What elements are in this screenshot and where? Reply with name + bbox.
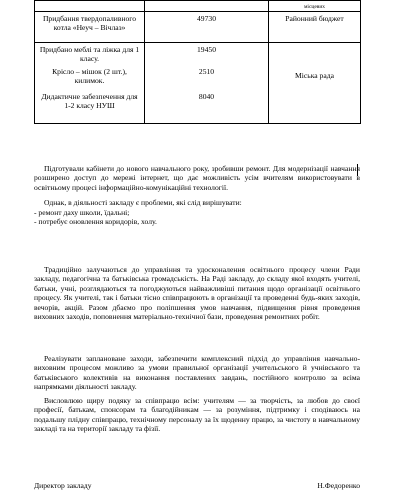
funding-source: Районний бюджет (285, 13, 344, 23)
items-list (38, 45, 141, 121)
paragraph-text: Реалізувати заплановане заходи, забезпечити комплексний підхід до управління навчально-виховним процесом можливо за умови правильної організації учительського й учнівського та батьківського колективів на виконання поставлених завдань, постійного контролю за всіма напрямками діяльності закладу. (34, 354, 360, 392)
top-row-col3: місцевих (303, 4, 326, 10)
amount: 19450 (197, 44, 216, 54)
paragraph-text: Висловлюю щиру подяку за співпрацю всім: учителям — за творчість, за любов до своєї професії, батькам, спонсорам та благодійникам — за розуміння, підтримку і сподіваюсь на подальшу плідну співпрацю, технічному персоналу за їх щоденну працю, за чистоту в навчальному закладі та на території закладу та фізії. (34, 396, 360, 434)
item-description: Крісло – мішок (2 шт.), килимок. (52, 66, 127, 85)
amounts-list (148, 45, 265, 121)
paragraph (34, 354, 360, 392)
table-cell (35, 11, 145, 42)
signature-right: Н.Федоренко (317, 481, 360, 490)
item-description: Дидактичне забезпечення для 1-2 класу НУШ (41, 91, 138, 110)
table-row (35, 42, 361, 123)
signature-line (34, 481, 360, 490)
table-cell (145, 42, 269, 123)
paragraph-text: Підготували кабінети до нового навчального року, зробивши ремонт. Для модернізації навчання розширено доступ до мережі інтернет, що дає можливість усім вчителям використовувати в освітньому процесі інформаційно-комунікаційні технології. (34, 164, 360, 192)
table-cell (35, 1, 145, 12)
item-description: Придбано меблі та ліжка для 1 класу. (39, 44, 140, 63)
paragraph (34, 164, 360, 227)
problem-item: - ремонт даху школи, їдальні; (34, 207, 130, 217)
amount: 49730 (197, 13, 216, 23)
paragraph-title: Однак, в діяльності закладу є проблеми, які слід вирішувати: (44, 198, 242, 208)
table-cell (269, 1, 361, 12)
table-cell (145, 11, 269, 42)
paragraph (34, 396, 360, 434)
problem-item: - потребує оновлення коридорів, холу. (34, 217, 157, 227)
table-row (35, 1, 361, 12)
paragraph-text: Традиційно залучаються до управління та удосконалення освітнього процесу члени Ради закладу, педагогічна та батьківська громадськість. На Раді закладу, до складу якої входять учителі, батьки, учні, розглядаються та погоджуються найважливіші питання щодо організації освітнього процесу. Як учителі, так і батьки тісно співпрацюють в організації та проведенні будь-яких заходів, вечорів, акцій. Разом дбаємо про поліпшення умов навчання, підвищення рівня проведення виховних заходів, поповнення матеріально-технічної бази, проведення ремонтних робіт. (34, 265, 360, 322)
funding-table (34, 0, 361, 124)
paragraph (34, 265, 360, 322)
amount: 8040 (198, 91, 215, 101)
item-description: Придбання твердопаливного котла «Неуч – Вічлаз» (42, 13, 137, 32)
signature-left: Директор закладу (34, 481, 92, 490)
table-row (35, 11, 361, 42)
table-cell (35, 42, 145, 123)
table-cell (269, 42, 361, 123)
table-cell (145, 1, 269, 12)
funding-source: Міська рада (295, 70, 334, 80)
table-cell (269, 11, 361, 42)
amount: 2510 (198, 66, 215, 76)
